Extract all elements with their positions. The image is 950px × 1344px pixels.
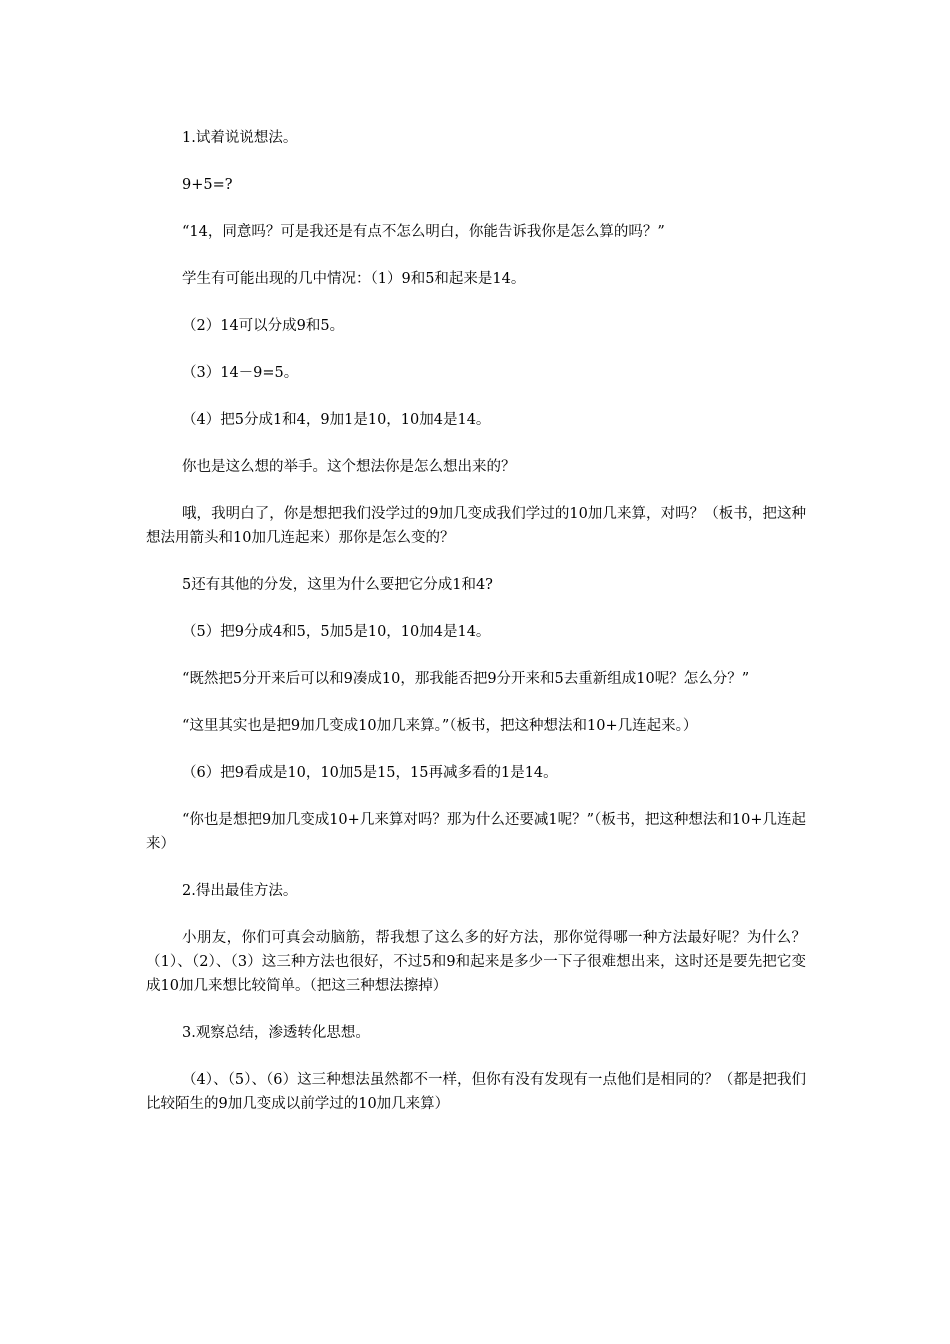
document-page <box>146 126 806 1139</box>
paragraph-board-note: “这里其实也是把9加几变成10加几来算。”（板书，把这种想法和10+几连起来。） <box>182 718 698 734</box>
paragraph-case-2: （2）14可以分成9和5。 <box>182 318 345 334</box>
paragraph-split-nine: “既然把5分开来后可以和9凑成10，那我能否把9分开来和5去重新组成10呢？怎么分？” <box>182 671 750 687</box>
paragraph-explanation: 哦，我明白了，你是想把我们没学过的9加几变成我们学过的10加几来算，对吗？（板书，把这种想法用箭头和10加几连起来）那你是怎么变的？ <box>146 506 806 546</box>
paragraph-minus-one: “你也是想把9加几变成10+几来算对吗？那为什么还要减1呢？”（板书，把这种想法和10+几连起来） <box>146 812 806 852</box>
paragraph-heading-1: 1.试着说说想法。 <box>182 130 298 146</box>
paragraph-equation: 9+5=? <box>182 177 233 193</box>
paragraph-best-method: 小朋友，你们可真会动脑筋，帮我想了这么多的好方法，那你觉得哪一种方法最好呢？为什么？（1）、（2）、（3）这三种方法也很好，不过5和9和起来是多少一下子很难想出来，这时还是要先把它变成10加几来想比较简单。（把这三种想法擦掉） <box>146 930 806 994</box>
paragraph-case-4: （4）把5分成1和4，9加1是10，10加4是14。 <box>182 412 491 428</box>
paragraph-question: “14，同意吗？可是我还是有点不怎么明白，你能告诉我你是怎么算的吗？” <box>182 224 665 240</box>
paragraph-other-split: 5还有其他的分发，这里为什么要把它分成1和4? <box>182 577 493 593</box>
paragraph-summary: （4）、（5）、（6）这三种想法虽然都不一样，但你有没有发现有一点他们是相同的？（都是把我们比较陌生的9加几变成以前学过的10加几来算） <box>146 1072 806 1112</box>
paragraph-case-5: （5）把9分成4和5，5加5是10，10加4是14。 <box>182 624 491 640</box>
paragraph-heading-3: 3.观察总结，渗透转化思想。 <box>182 1025 370 1041</box>
paragraph-case-1: 学生有可能出现的几中情况：（1）9和5和起来是14。 <box>182 271 526 287</box>
paragraph-case-6: （6）把9看成是10，10加5是15，15再减多看的1是14。 <box>182 765 558 781</box>
paragraph-case-3: （3）14－9=5。 <box>182 365 299 381</box>
paragraph-heading-2: 2.得出最佳方法。 <box>182 883 298 899</box>
paragraph-raise-hand: 你也是这么想的举手。这个想法你是怎么想出来的？ <box>182 459 516 475</box>
